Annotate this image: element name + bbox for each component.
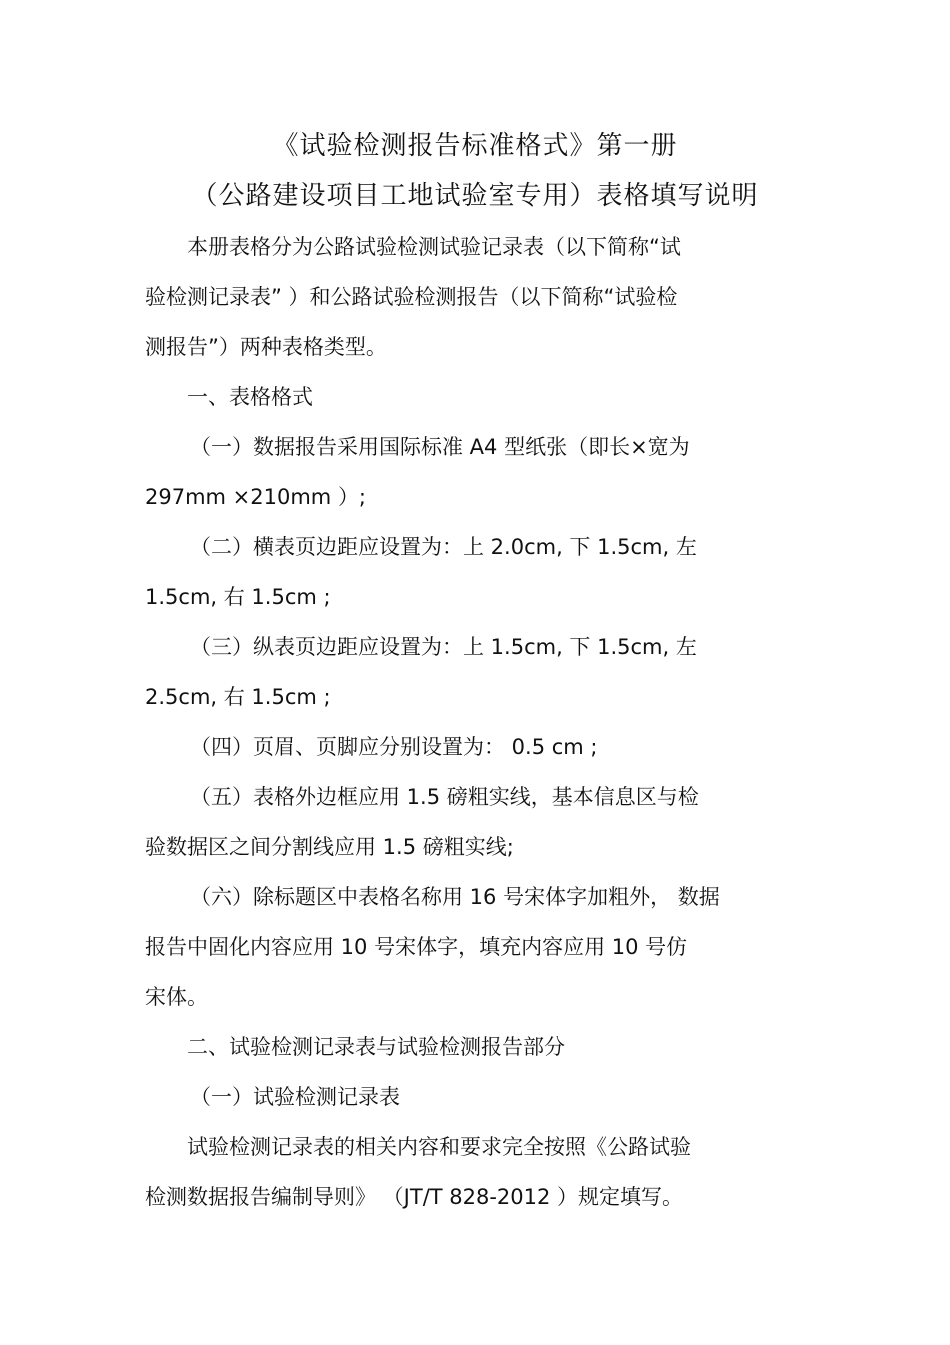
item-1-line-2: 297mm ×210mm ）; — [145, 485, 367, 509]
item-6-line-3: 宋体。 — [145, 985, 208, 1009]
item-2-line-2: 1.5cm, 右 1.5cm ; — [145, 585, 331, 609]
item-1-line-1: （一）数据报告采用国际标准 A4 型纸张（即长×宽为 — [190, 435, 690, 459]
paragraph-records-line-1: 试验检测记录表的相关内容和要求完全按照《公路试验 — [187, 1135, 691, 1159]
item-5-line-2: 验数据区之间分割线应用 1.5 磅粗实线; — [145, 835, 514, 859]
document-title-line-1: 《试验检测报告标准格式》第一册 — [272, 131, 678, 161]
section-heading-1: 一、表格格式 — [187, 385, 313, 409]
document-title-line-2: （公路建设项目工地试验室专用）表格填写说明 — [191, 181, 759, 211]
paragraph-records-line-2: 检测数据报告编制导则》 （JT/T 828-2012 ）规定填写。 — [145, 1185, 684, 1209]
item-5-line-1: （五）表格外边框应用 1.5 磅粗实线，基本信息区与检 — [190, 785, 699, 809]
item-6-line-1: （六）除标题区中表格名称用 16 号宋体字加粗外， 数据 — [190, 885, 720, 909]
item-6-line-2: 报告中固化内容应用 10 号宋体字，填充内容应用 10 号仿 — [145, 935, 688, 959]
subsection-heading-1: （一）试验检测记录表 — [190, 1085, 400, 1109]
item-2-line-1: （二）横表页边距应设置为：上 2.0cm, 下 1.5cm, 左 — [190, 535, 697, 559]
item-3-line-2: 2.5cm, 右 1.5cm ; — [145, 685, 331, 709]
paragraph-intro-line-1: 本册表格分为公路试验检测试验记录表（以下简称“试 — [187, 235, 681, 259]
paragraph-intro-line-2: 验检测记录表” ）和公路试验检测报告（以下简称“试验检 — [145, 285, 678, 309]
section-heading-2: 二、试验检测记录表与试验检测报告部分 — [187, 1035, 565, 1059]
item-3-line-1: （三）纵表页边距应设置为：上 1.5cm, 下 1.5cm, 左 — [190, 635, 697, 659]
paragraph-intro-line-3: 测报告”）两种表格类型。 — [145, 335, 387, 359]
item-4-line-1: （四）页眉、页脚应分别设置为： 0.5 cm ; — [190, 735, 598, 759]
